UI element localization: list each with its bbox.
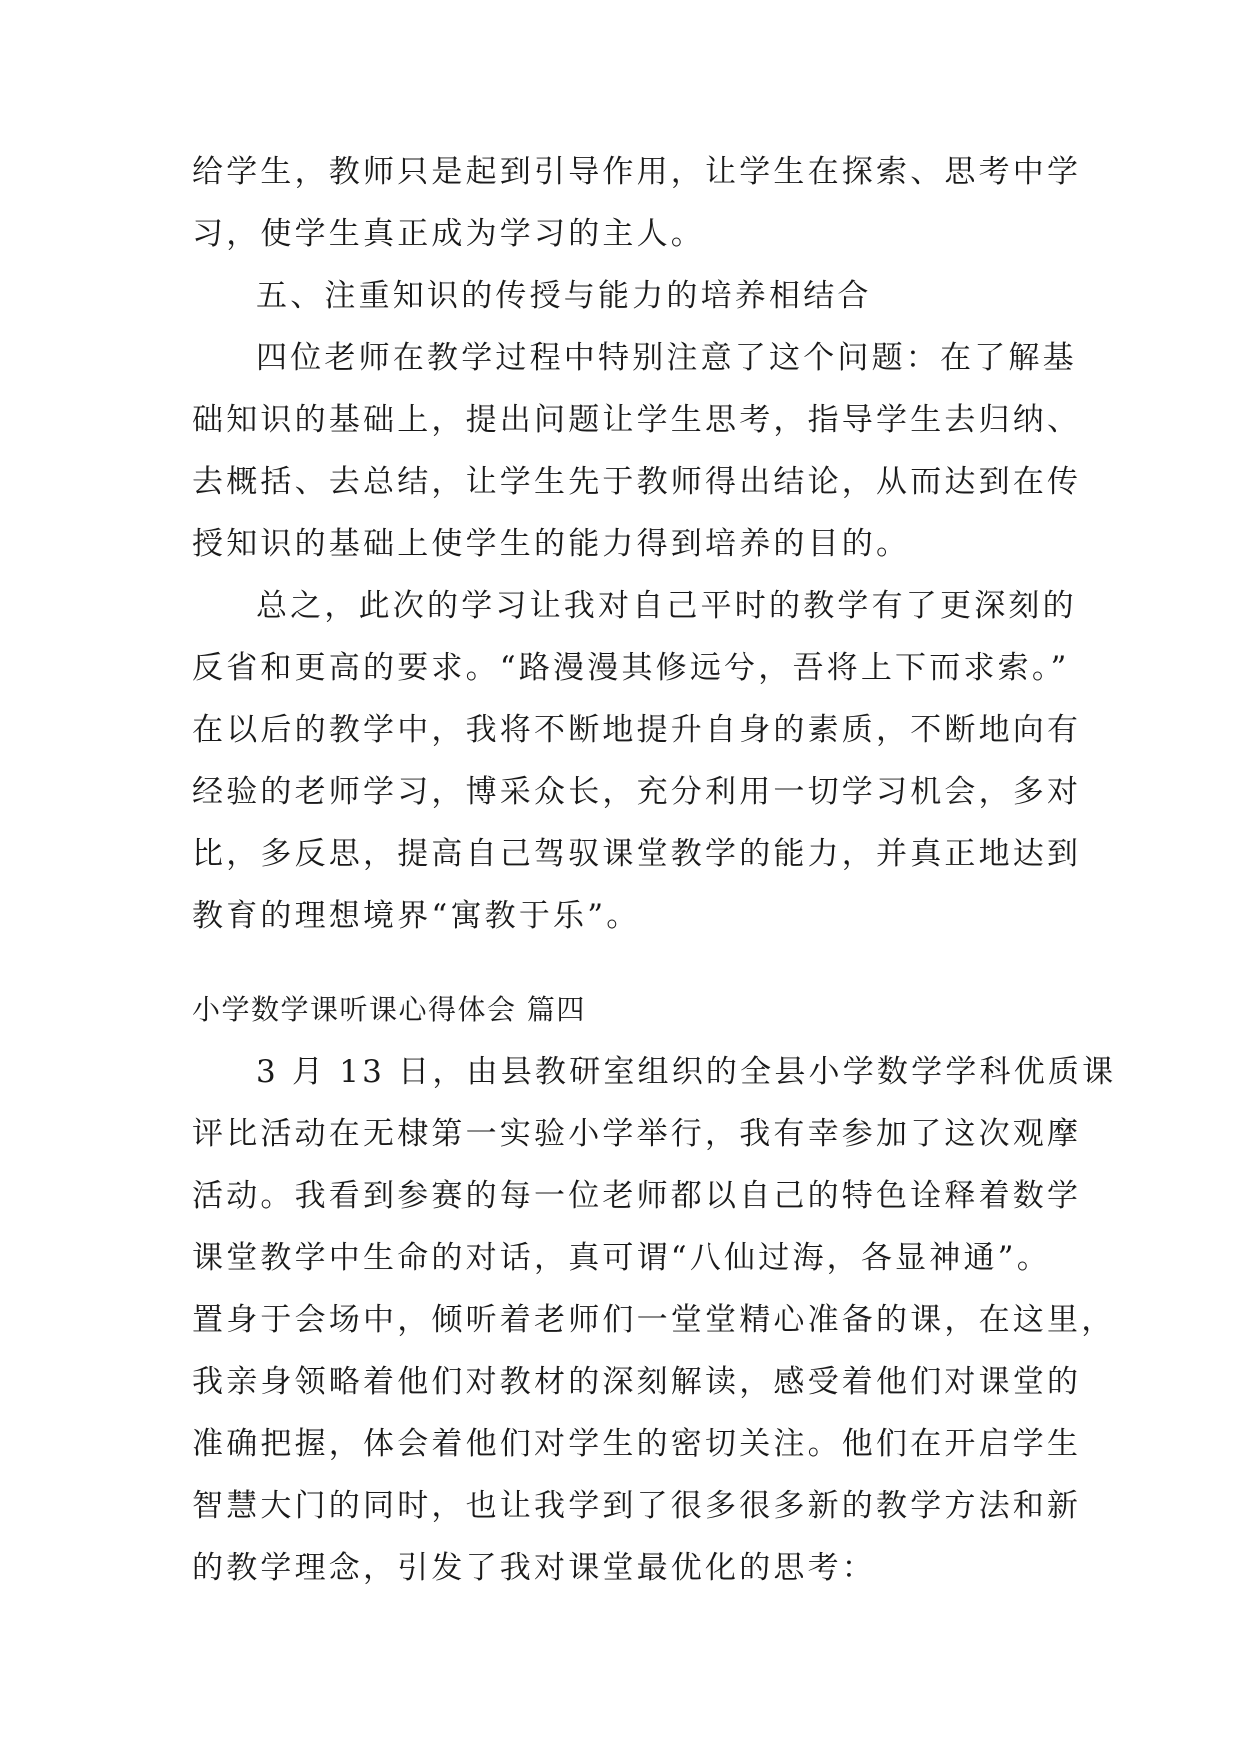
paragraph-line: 活动。我看到参赛的每一位老师都以自己的特色诠释着数学 xyxy=(192,1178,1082,1214)
paragraph-line: 总之，此次的学习让我对自己平时的教学有了更深刻的 xyxy=(256,588,1077,624)
paragraph-line: 础知识的基础上，提出问题让学生思考，指导学生去归纳、 xyxy=(192,402,1082,438)
paragraph-line: 反省和更高的要求。“路漫漫其修远兮，吾将上下而求索。” xyxy=(192,650,1070,686)
paragraph-line: 3 月 13 日，由县教研室组织的全县小学数学学科优质课 xyxy=(256,1054,1117,1090)
paragraph-line: 置身于会场中，倾听着老师们一堂堂精心准备的课，在这里， xyxy=(192,1302,1116,1338)
paragraph-line: 经验的老师学习，博采众长，充分利用一切学习机会，多对 xyxy=(192,774,1082,810)
paragraph-line: 教育的理想境界“寓教于乐”。 xyxy=(192,898,641,934)
paragraph-line: 习，使学生真正成为学习的主人。 xyxy=(192,216,705,252)
paragraph-line: 课堂教学中生命的对话，真可谓“八仙过海，各显神通”。 xyxy=(192,1240,1051,1276)
paragraph-line: 评比活动在无棣第一实验小学举行，我有幸参加了这次观摩 xyxy=(192,1116,1082,1152)
article-heading: 小学数学课听课心得体会 篇四 xyxy=(192,993,586,1026)
paragraph-line: 去概括、去总结，让学生先于教师得出结论，从而达到在传 xyxy=(192,464,1082,500)
paragraph-line: 给学生，教师只是起到引导作用，让学生在探索、思考中学 xyxy=(192,154,1082,190)
paragraph-line: 比，多反思，提高自己驾驭课堂教学的能力，并真正地达到 xyxy=(192,836,1082,872)
paragraph-line: 在以后的教学中，我将不断地提升自身的素质，不断地向有 xyxy=(192,712,1082,748)
paragraph-line: 四位老师在教学过程中特别注意了这个问题：在了解基 xyxy=(256,340,1077,376)
paragraph-line: 我亲身领略着他们对教材的深刻解读，感受着他们对课堂的 xyxy=(192,1364,1082,1400)
paragraph-line: 智慧大门的同时，也让我学到了很多很多新的教学方法和新 xyxy=(192,1488,1082,1524)
paragraph-line: 授知识的基础上使学生的能力得到培养的目的。 xyxy=(192,526,911,562)
section-heading: 五、注重知识的传授与能力的培养相结合 xyxy=(256,278,872,314)
paragraph-line: 的教学理念，引发了我对课堂最优化的思考： xyxy=(192,1550,876,1586)
paragraph-line: 准确把握，体会着他们对学生的密切关注。他们在开启学生 xyxy=(192,1426,1082,1462)
